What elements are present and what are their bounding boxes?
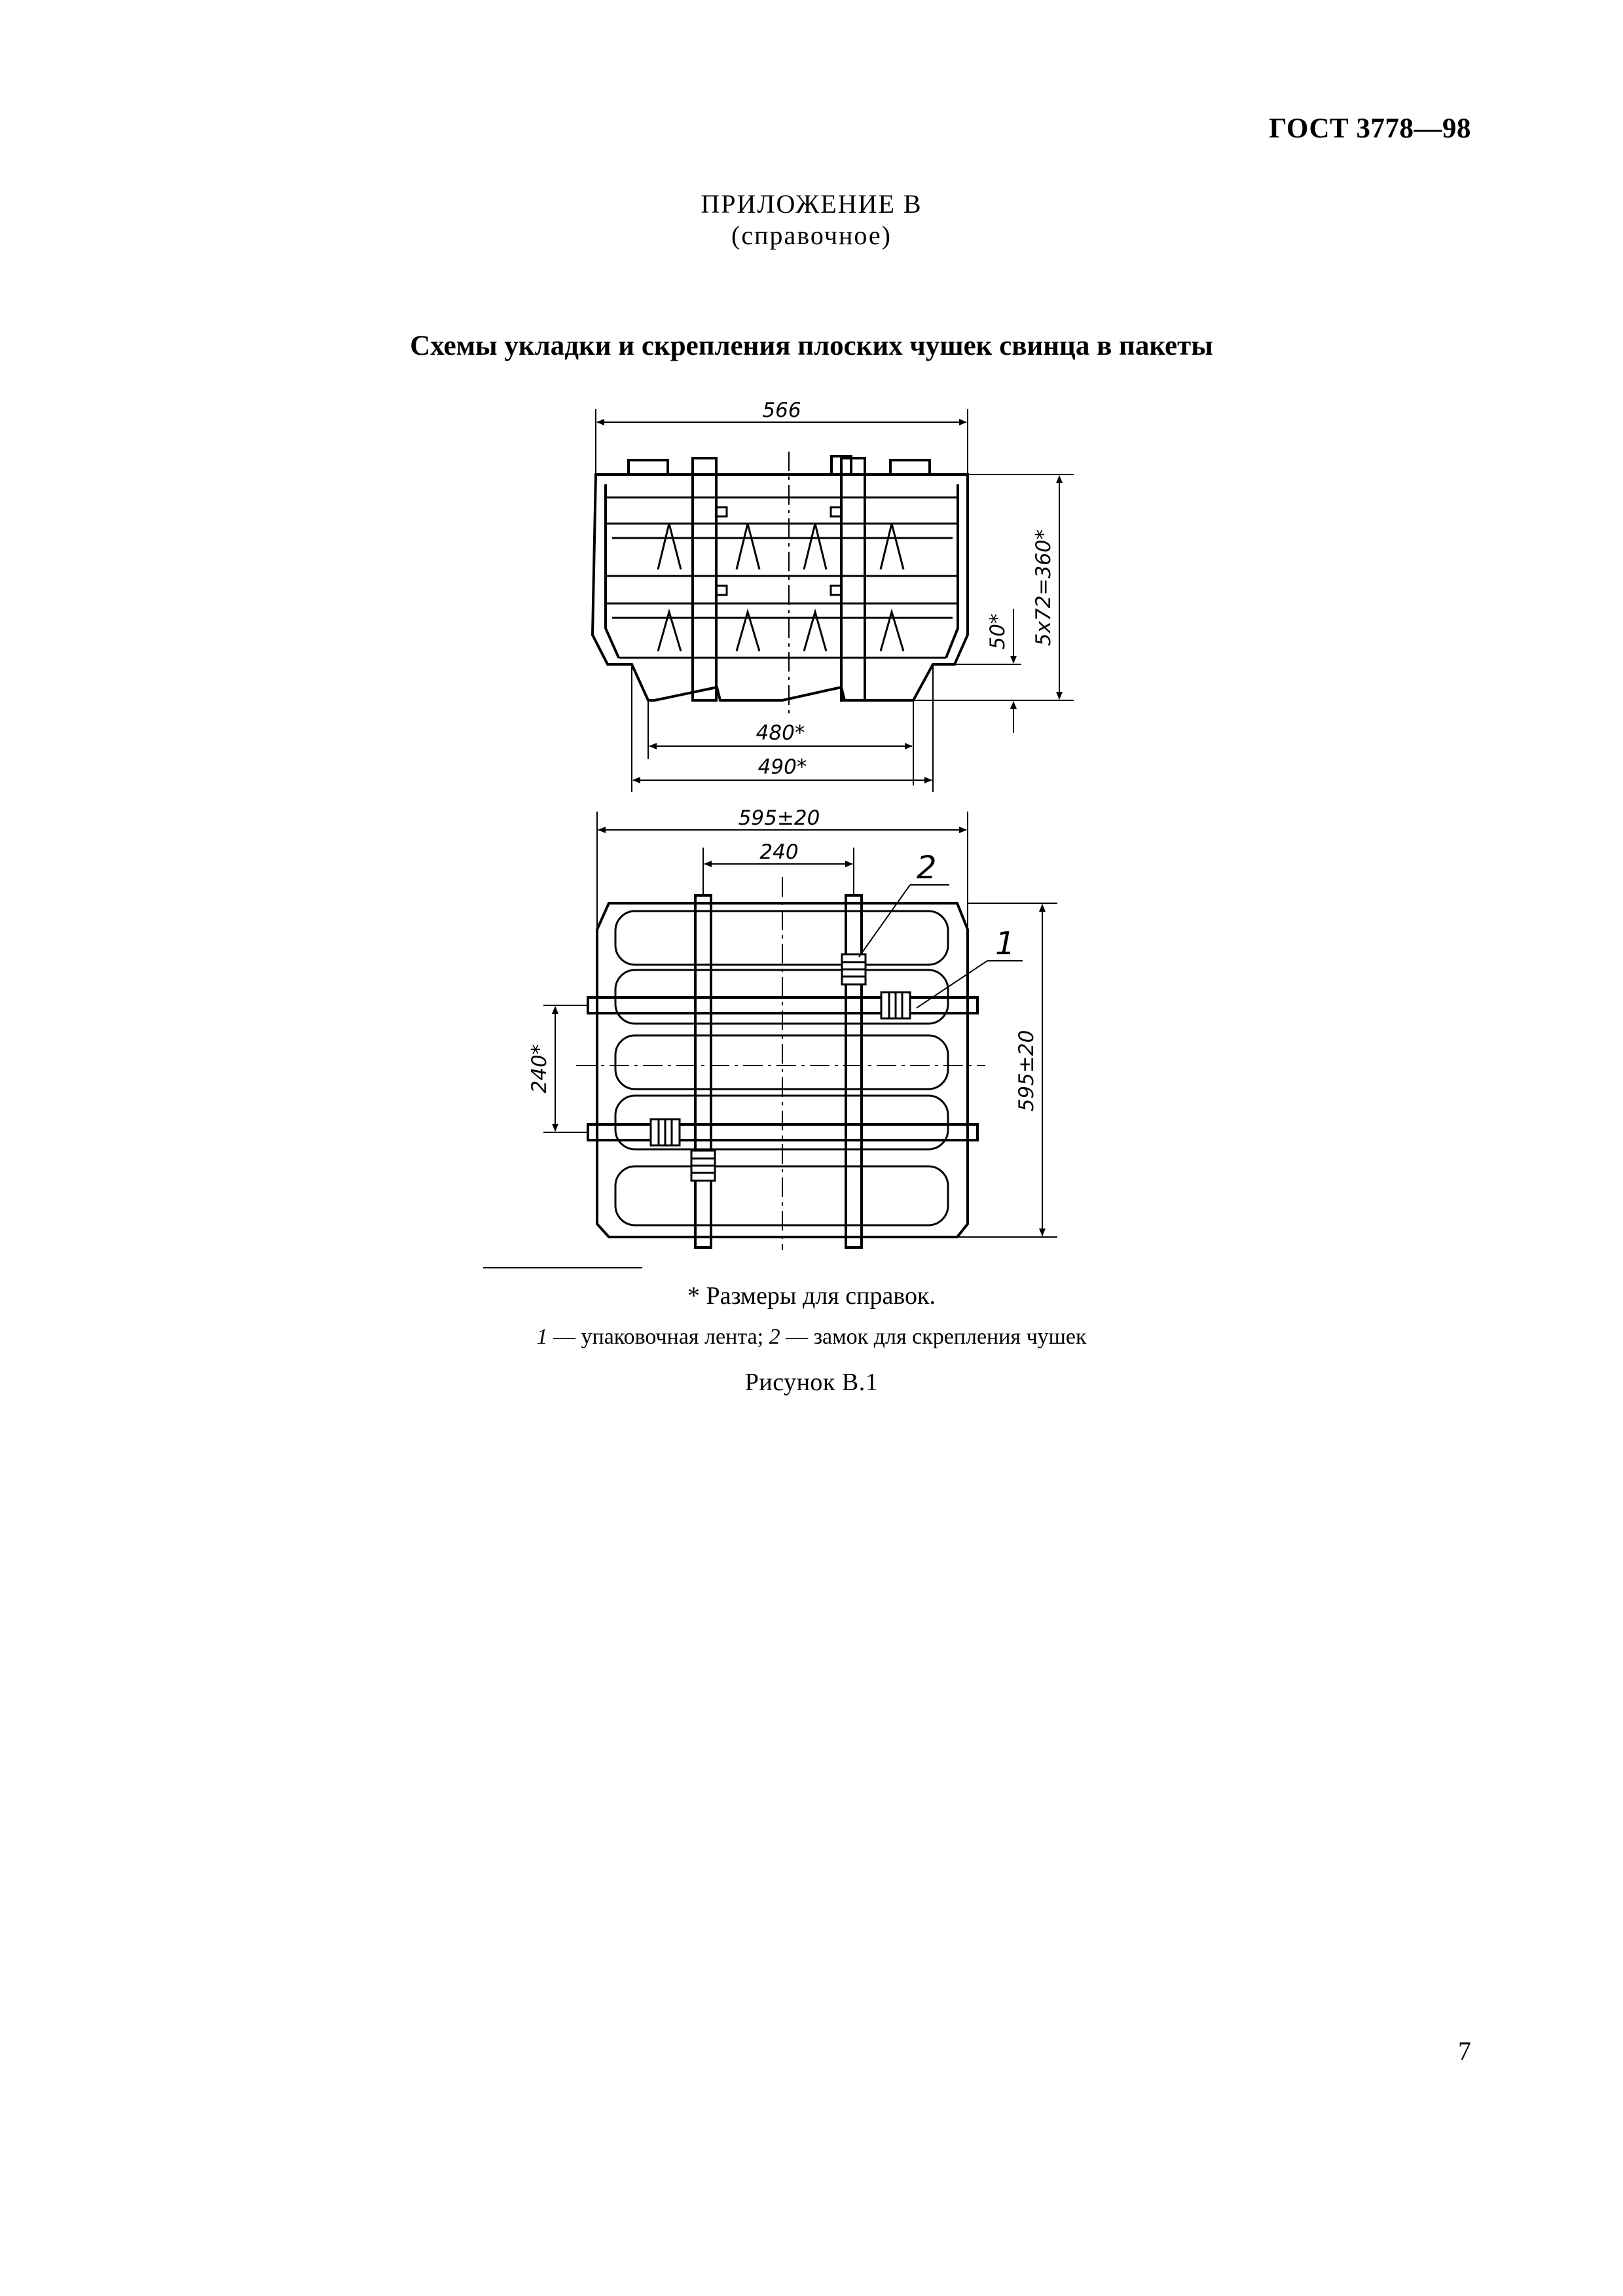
dim-plan-height: 595±20 bbox=[1015, 1030, 1038, 1112]
dim-plan-width: 595±20 bbox=[738, 806, 820, 830]
strap-lock-marks bbox=[651, 954, 910, 1181]
dim-strap-spacing: 240 bbox=[759, 840, 799, 864]
front-ingot-marks bbox=[658, 524, 903, 651]
dim-inner-base: 480* bbox=[756, 721, 805, 745]
callout-strap-number: 1 bbox=[995, 925, 1015, 962]
legend-text-1: — упаковочная лента; bbox=[547, 1325, 769, 1349]
legend-number-2: 2 bbox=[769, 1325, 780, 1349]
plan-view bbox=[528, 806, 1057, 1250]
legend-text-2: — замок для скрепления чушек bbox=[780, 1325, 1087, 1349]
front-view bbox=[593, 399, 1074, 792]
technical-drawing bbox=[0, 367, 1623, 1263]
dim-bottom-gap: 50* bbox=[986, 613, 1010, 650]
callout-lock-number: 2 bbox=[917, 850, 937, 886]
appendix-heading bbox=[0, 188, 1623, 251]
front-inner-wall-left bbox=[606, 484, 619, 658]
footnote: * Размеры для справок. bbox=[687, 1282, 936, 1310]
plan-strap-left bbox=[695, 895, 711, 1247]
figure-caption: Рисунок В.1 bbox=[744, 1369, 879, 1396]
callout-lock-leader bbox=[859, 885, 910, 957]
dim-stack-height: 5x72=360* bbox=[1032, 529, 1055, 647]
plan-strap-right bbox=[846, 895, 862, 1247]
front-strap-left bbox=[693, 458, 716, 700]
section-title: Схемы укладки и скрепления плоских чушек свинца в пакеты bbox=[410, 331, 1213, 361]
standard-number: ГОСТ 3778—98 bbox=[1269, 113, 1471, 144]
appendix-qualifier: (справочное) bbox=[731, 221, 892, 250]
appendix-label: ПРИЛОЖЕНИЕ В bbox=[701, 189, 922, 219]
legend-number-1: 1 bbox=[536, 1325, 548, 1349]
dim-side-spacing: 240* bbox=[528, 1044, 551, 1094]
front-top-block-3 bbox=[890, 460, 930, 475]
front-view-outline bbox=[593, 475, 968, 700]
page-number: 7 bbox=[1458, 2036, 1471, 2066]
dim-outer-base: 490* bbox=[757, 755, 807, 779]
dim-top-width: 566 bbox=[762, 399, 801, 422]
figure-legend bbox=[0, 1325, 1623, 1350]
front-top-block-1 bbox=[629, 460, 668, 475]
front-inner-wall-right bbox=[946, 484, 958, 658]
front-strap-right bbox=[841, 458, 865, 700]
front-layers bbox=[606, 497, 958, 658]
footnote-rule bbox=[483, 1267, 642, 1268]
